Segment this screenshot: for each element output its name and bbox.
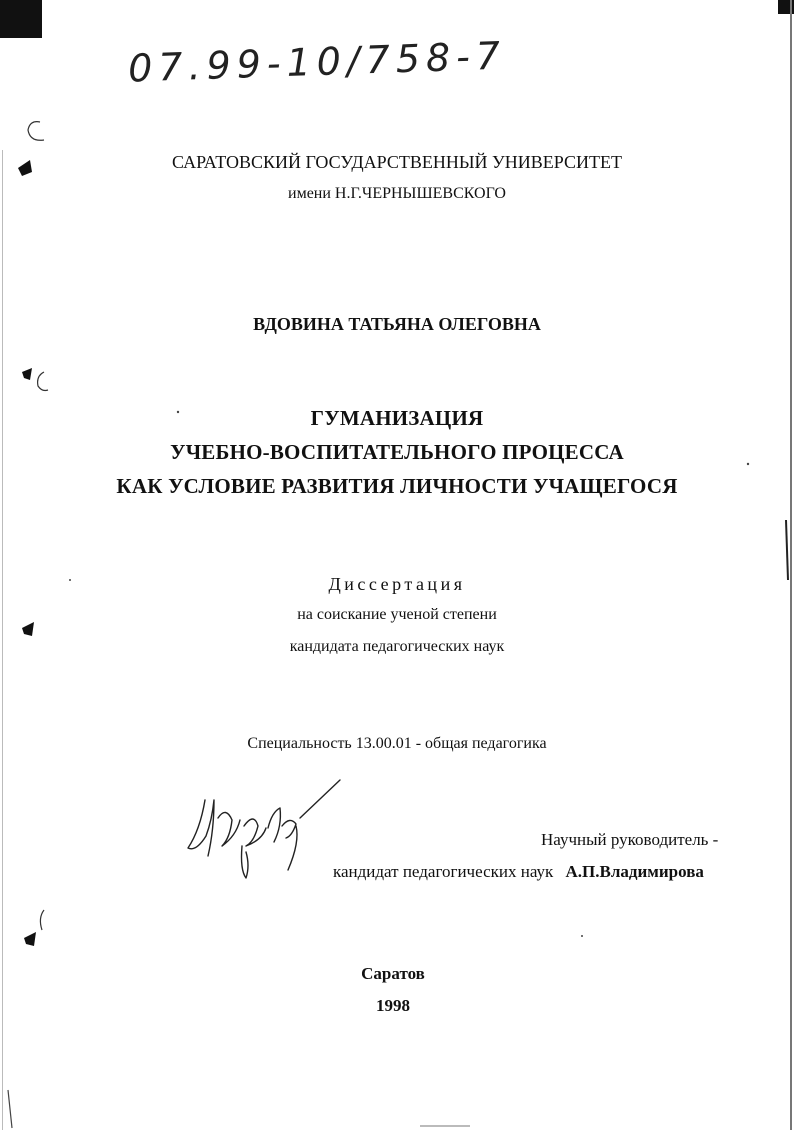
author-name: ВДОВИНА ТАТЬЯНА ОЛЕГОВНА bbox=[253, 314, 541, 334]
degree-line-2: кандидата педагогических наук bbox=[289, 638, 505, 655]
university-name: САРАТОВСКИЙ ГОСУДАРСТВЕННЫЙ УНИВЕРСИТЕТ bbox=[171, 152, 623, 172]
handwritten-code-text: 07.99-10/758-7 bbox=[127, 33, 507, 91]
university-named-after: имени Н.Г.ЧЕРНЫШЕВСКОГО bbox=[288, 185, 506, 202]
city: Саратов bbox=[361, 964, 425, 983]
year: 1998 bbox=[376, 996, 410, 1015]
supervisor-label: Научный руководитель - bbox=[541, 830, 719, 849]
supervisor-degree: кандидат педагогических наук bbox=[333, 862, 554, 881]
specialty: Специальность 13.00.01 - общая педагогика bbox=[247, 735, 547, 752]
dissertation-title-line-2: УЧЕБНО-ВОСПИТАТЕЛЬНОГО ПРОЦЕССА bbox=[170, 440, 624, 464]
supervisor-name: А.П.Владимирова bbox=[565, 862, 704, 881]
supervisor-line bbox=[333, 862, 704, 882]
dissertation-title-line-1: ГУМАНИЗАЦИЯ bbox=[310, 406, 484, 430]
dissertation-title-line-3: КАК УСЛОВИЕ РАЗВИТИЯ ЛИЧНОСТИ УЧАЩЕГОСЯ bbox=[116, 474, 678, 498]
degree-line-1: на соискание ученой степени bbox=[297, 606, 497, 623]
work-type: Диссертация bbox=[328, 574, 466, 594]
